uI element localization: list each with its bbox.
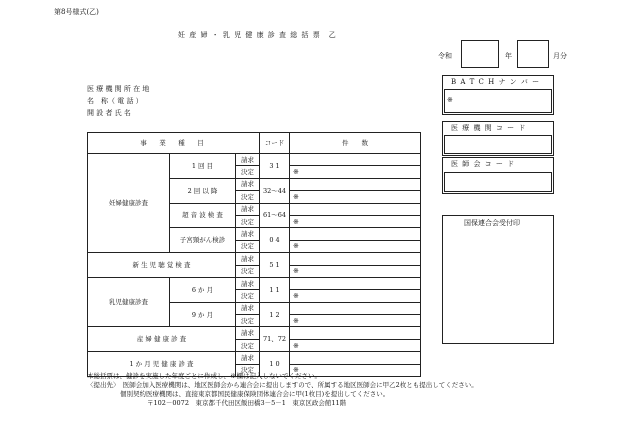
row-name-postpartum: 産 婦 健 康 診 査 <box>88 327 236 352</box>
row-code-postpartum: 71、72 <box>260 327 290 352</box>
doctors-assoc-code-label: 医 師 会 コ ー ド <box>451 160 516 168</box>
count-claim-input[interactable] <box>290 253 421 265</box>
row-code-9months: 1 2 <box>260 302 290 327</box>
kind-claim: 請求 <box>236 327 260 339</box>
form-number: 第8号様式(乙) <box>54 8 99 16</box>
institution-name-label: 名 称（ 電 話 ） <box>87 97 143 105</box>
kind-claim: 請求 <box>236 253 260 265</box>
medical-code-label: 医 療 機 関 コ ー ド <box>451 124 527 132</box>
kokuho-stamp-label: 国保連合会受付印 <box>464 219 520 227</box>
group-pregnant-label: 妊婦健康診査 <box>88 154 170 253</box>
kind-decision: 決定 <box>236 315 260 327</box>
medical-code-input[interactable] <box>444 135 552 154</box>
count-claim-input[interactable] <box>290 327 421 339</box>
kind-decision: 決定 <box>236 240 260 252</box>
form-title: 妊 産 婦 ・ 乳 児 健 康 診 査 総 括 票 乙 <box>178 31 337 39</box>
batch-kome: ※ <box>447 96 453 104</box>
row-code-newborn-hearing: 5 1 <box>260 253 290 278</box>
kind-claim: 請求 <box>236 352 260 364</box>
count-decision-kome: ※ <box>290 364 421 376</box>
row-code-6months: 1 1 <box>260 277 290 302</box>
batch-input[interactable] <box>444 89 552 113</box>
kind-decision: 決定 <box>236 339 260 351</box>
year-label: 年 <box>505 52 512 60</box>
count-claim-input[interactable] <box>290 203 421 215</box>
row-name-newborn-hearing: 新 生 児 聴 覚 検 査 <box>88 253 236 278</box>
address-line: 〒102－0072 東京都千代田区飯田橋3－5－1 東京区政会館11階 <box>147 399 347 407</box>
kind-decision: 決定 <box>236 215 260 227</box>
notes <box>87 372 478 408</box>
kind-claim: 請求 <box>236 302 260 314</box>
count-decision-kome: ※ <box>290 215 421 227</box>
row-code-cervical: 0 4 <box>260 228 290 253</box>
count-decision-kome: ※ <box>290 290 421 302</box>
row-name-9months: 9 か 月 <box>170 302 236 327</box>
row-name-2nd: 2 回 以 降 <box>170 178 236 203</box>
kokuho-stamp-box <box>442 215 554 344</box>
kind-decision: 決定 <box>236 166 260 178</box>
month-label: 月分 <box>553 52 567 60</box>
kind-decision: 決定 <box>236 364 260 376</box>
kind-claim: 請求 <box>236 203 260 215</box>
note-line: 本総括票は、健診を実施した年度ごとに作成し、※欄は記入しないでください。 <box>87 372 321 380</box>
era-label: 令和 <box>438 52 452 60</box>
row-code-1st: 3 1 <box>260 154 290 179</box>
month-input[interactable] <box>517 40 549 68</box>
count-claim-input[interactable] <box>290 302 421 314</box>
kind-claim: 請求 <box>236 277 260 289</box>
kind-claim: 請求 <box>236 154 260 166</box>
note-line: 〈提出先〉 医師会加入医療機関は、地区医師会から連合会に提出しますので、所属する地区医師会に甲乙2枚とも提出してください。 <box>87 381 478 389</box>
row-name-ultrasound: 超 音 波 検 査 <box>170 203 236 228</box>
kind-claim: 請求 <box>236 178 260 190</box>
header-business-item: 事 業 種 目 <box>88 133 260 154</box>
count-claim-input[interactable] <box>290 228 421 240</box>
row-code-2nd: 32～44 <box>260 178 290 203</box>
row-name-1st: 1 回 目 <box>170 154 236 179</box>
kind-claim: 請求 <box>236 228 260 240</box>
doctors-assoc-code-input[interactable] <box>444 172 552 192</box>
founder-name-label: 開 設 者 氏 名 <box>87 109 131 117</box>
count-decision-kome: ※ <box>290 339 421 351</box>
count-decision-kome: ※ <box>290 240 421 252</box>
note-line: 個別契約医療機関は、直接東京都国民健康保険団体連合会に甲(1枚目)を提出してください。 <box>120 390 390 398</box>
row-code-ultrasound: 61～64 <box>260 203 290 228</box>
year-input[interactable] <box>461 40 499 68</box>
count-decision-kome: ※ <box>290 265 421 277</box>
kind-decision: 決定 <box>236 265 260 277</box>
count-claim-input[interactable] <box>290 352 421 364</box>
inspection-summary-table <box>87 132 421 377</box>
count-claim-input[interactable] <box>290 178 421 190</box>
header-count: 件 数 <box>290 133 421 154</box>
count-decision-kome: ※ <box>290 166 421 178</box>
count-claim-input[interactable] <box>290 154 421 166</box>
kind-decision: 決定 <box>236 191 260 203</box>
count-claim-input[interactable] <box>290 277 421 289</box>
batch-label: B A T C H ナ ン バ ー <box>451 78 541 86</box>
institution-address-label: 医 療 機 関 所 在 地 <box>87 85 150 93</box>
group-infant-label: 乳児健康診査 <box>88 277 170 327</box>
header-code: コード <box>260 133 290 154</box>
row-name-6months: 6 か 月 <box>170 277 236 302</box>
row-name-1month: 1 か 月 児 健 康 診 査 <box>88 352 236 377</box>
count-decision-kome: ※ <box>290 315 421 327</box>
kind-decision: 決定 <box>236 290 260 302</box>
row-code-1month: 1 0 <box>260 352 290 377</box>
count-decision-kome: ※ <box>290 191 421 203</box>
row-name-cervical: 子宮頸がん検診 <box>170 228 236 253</box>
